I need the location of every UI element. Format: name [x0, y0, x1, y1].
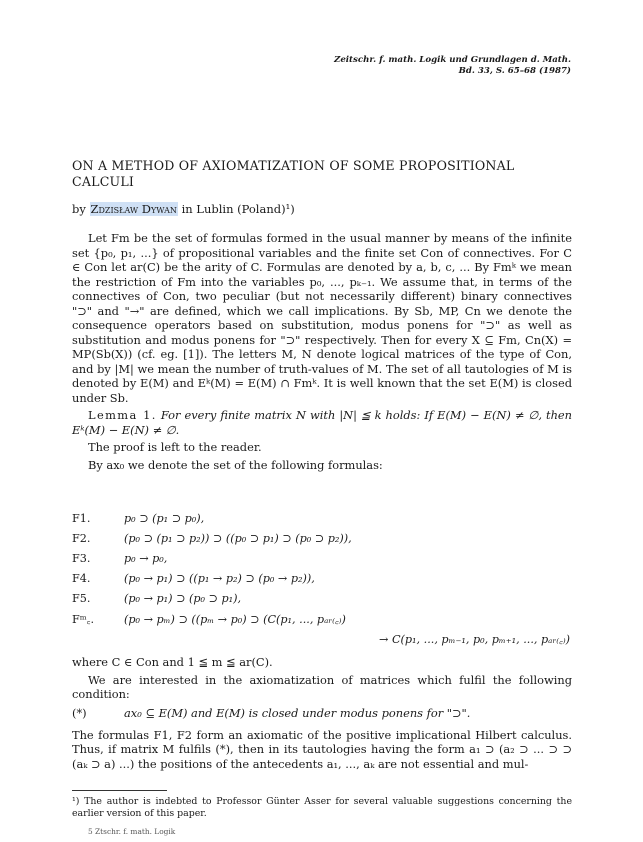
lemma-1 [72, 408, 572, 437]
condition-symbol: (*) [72, 705, 87, 720]
formula-text: p₀ → p₀, [124, 552, 168, 565]
byline-by: by [72, 202, 86, 216]
paragraph-1: Let Fm be the set of formulas formed in the usual manner by means of the infinite set {p₀, p₁, ...} of propositional variables and the finite set Con of connectives. For C ∈ Con let ar(C) be the arity of C. Formulas are denoted by a, b, c, ... By Fmᵏ we mean the restriction of Fm into the variables p₀, ..., pₖ₋₁. We assume that, in terms of the connectives of Con, two peculiar (but not necessarily different) binary connectives "⊃" and "→" are defined, which we call implications. By Sb, MP, Cn we denote the consequence operators based on substitution, modus ponens for "⊃" as well as substitution and modus ponens for "⊃" respectively. Then for every X ⊆ Fm, Cn(X) = MP(Sb(X)) (cf. eg. [1]). The letters M, N denote logical matrices of the type of Con, and by |M| we mean the number of truth-values of M. The set of all tautologies of M is denoted by E(M) and Eᵏ(M) = E(M) ∩ Fmᵏ. It is well known that the set E(M) is closed under Sb. [72, 231, 572, 405]
condition-star [72, 706, 572, 724]
formula-label: Fᵐ꜀. [72, 613, 95, 626]
paragraph-condition: We are interested in the axiomatization of matrices which fulfil the following condition: [72, 672, 572, 701]
formula-label: F4. [72, 572, 91, 585]
formula-row [72, 572, 572, 592]
formula-label: F1. [72, 512, 91, 525]
formula-row [72, 532, 572, 552]
paragraph-proof: The proof is left to the reader. [88, 440, 262, 454]
lemma-label: Lemma 1. [88, 408, 157, 422]
where-line: where C ∈ Con and 1 ≦ m ≦ ar(C). [72, 655, 273, 669]
paragraph-ax0: By ax₀ we denote the set of the following formulas: [88, 457, 383, 472]
formula-row [72, 592, 572, 612]
lemma-text: For every finite matrix N with |N| ≦ k holds: If E(M) − E(N) ≠ ∅, then Eᵏ(M) − E(N) ≠ ∅. [72, 408, 573, 437]
formula-row [72, 512, 572, 532]
continued-text [72, 655, 572, 774]
author-name[interactable]: Zdzisław Dywan [90, 202, 177, 216]
formula-text: → C(p₁, ..., pₘ₋₁, p₀, pₘ₊₁, ..., pₐᵣ₍꜀₎) [379, 633, 570, 646]
formula-row [72, 612, 572, 632]
formula-text: (p₀ → p₁) ⊃ (p₀ ⊃ p₁), [124, 592, 242, 605]
journal-line-2: Bd. 33, S. 65–68 (1987) [458, 66, 571, 76]
journal-reference [334, 55, 571, 77]
footnote: ¹) The author is indebted to Professor Günter Asser for several valuable suggestions concerning the earlier version of this paper. [72, 796, 572, 819]
formula-text: (p₀ → p₁) ⊃ ((p₁ → p₂) ⊃ (p₀ → p₂)), [124, 572, 315, 585]
paragraph-hilbert: The formulas F1, F2 form an axiomatic of the positive implicational Hilbert calculus. Thus, if matrix M fulfils (*), then in its tautologies having the form a₁ ⊃ (a₂ ⊃ ... ⊃ ⊃ (aₖ ⊃ a) ...) the positions of the antecedents a₁, ..., aₖ are not essential and mul- [72, 727, 572, 771]
page-footer: 5 Ztschr. f. math. Logik [88, 827, 176, 836]
formula-row-continuation [72, 632, 572, 652]
formula-text: (p₀ ⊃ (p₁ ⊃ p₂)) ⊃ ((p₀ ⊃ p₁) ⊃ (p₀ ⊃ p₂)), [124, 532, 352, 545]
condition-text: ax₀ ⊆ E(M) and E(M) is closed under modus ponens for "⊃". [124, 705, 471, 720]
byline [72, 202, 295, 216]
formula-label: F5. [72, 592, 91, 605]
author-affiliation: in Lublin (Poland)¹) [181, 202, 295, 216]
formula-list [72, 512, 572, 652]
main-text [72, 231, 572, 475]
formula-text: (p₀ → pₘ) ⊃ ((pₘ → p₀) ⊃ (C(p₁, ..., pₐᵣ₍꜀₎) [124, 613, 346, 626]
footnote-rule [72, 790, 167, 791]
formula-label: F3. [72, 552, 91, 565]
journal-line-1: Zeitschr. f. math. Logik und Grundlagen d. Math. [334, 55, 571, 65]
formula-text: p₀ ⊃ (p₁ ⊃ p₀), [124, 512, 205, 525]
formula-label: F2. [72, 532, 91, 545]
paper-title: ON A METHOD OF AXIOMATIZATION OF SOME PROPOSITIONAL CALCULI [72, 158, 515, 189]
formula-row [72, 552, 572, 572]
